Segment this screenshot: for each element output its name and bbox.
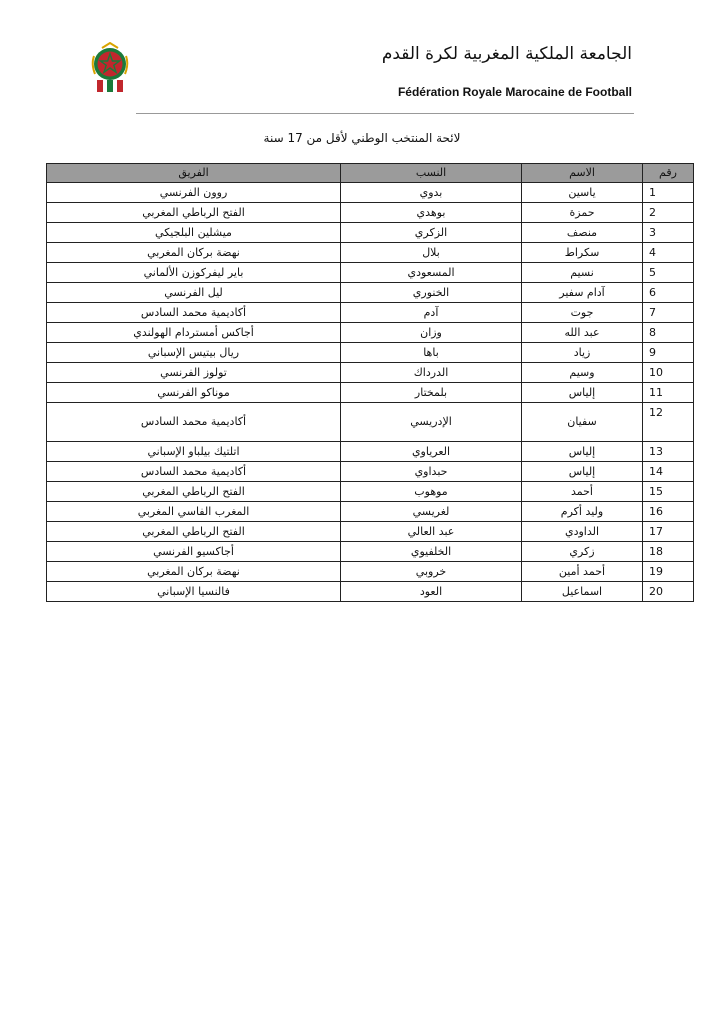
player-number: 2: [643, 203, 694, 223]
player-family-name: الخلفيوي: [341, 542, 522, 562]
player-team: ليل الفرنسي: [47, 283, 341, 303]
player-number: 7: [643, 303, 694, 323]
player-team: أجاكس أمستردام الهولندي: [47, 323, 341, 343]
player-team: روون الفرنسي: [47, 183, 341, 203]
table-row: [47, 582, 694, 602]
header-divider: [136, 113, 634, 114]
player-team: الفتح الرباطي المغربي: [47, 203, 341, 223]
player-family-name: بلال: [341, 243, 522, 263]
player-team: اتلتيك بيلباو الإسباني: [47, 442, 341, 462]
player-name: إلياس: [522, 442, 643, 462]
player-family-name: آدم: [341, 303, 522, 323]
player-name: حمزة: [522, 203, 643, 223]
table-row: [47, 542, 694, 562]
player-number: 5: [643, 263, 694, 283]
player-name: وليد أكرم: [522, 502, 643, 522]
player-family-name: العرياوي: [341, 442, 522, 462]
player-name: أحمد أمين: [522, 562, 643, 582]
column-header-family: النسب: [341, 164, 522, 183]
player-number: 6: [643, 283, 694, 303]
player-number: 11: [643, 383, 694, 403]
player-team: نهضة بركان المغربي: [47, 562, 341, 582]
player-name: عبد الله: [522, 323, 643, 343]
player-team: باير ليفركوزن الألماني: [47, 263, 341, 283]
table-row: [47, 183, 694, 203]
table-row: [47, 482, 694, 502]
player-number: 16: [643, 502, 694, 522]
player-name: ياسين: [522, 183, 643, 203]
player-team: ميشلين البلجيكي: [47, 223, 341, 243]
player-family-name: العود: [341, 582, 522, 602]
table-row: [47, 363, 694, 383]
player-family-name: الإدريسي: [341, 403, 522, 442]
player-number: 17: [643, 522, 694, 542]
table-row: [47, 442, 694, 462]
table-row: [47, 303, 694, 323]
player-name: أحمد: [522, 482, 643, 502]
player-number: 8: [643, 323, 694, 343]
player-family-name: لغريسي: [341, 502, 522, 522]
player-number: 10: [643, 363, 694, 383]
player-name: زياد: [522, 343, 643, 363]
table-row: [47, 223, 694, 243]
player-number: 9: [643, 343, 694, 363]
table-row: [47, 462, 694, 482]
player-family-name: الزكري: [341, 223, 522, 243]
player-number: 13: [643, 442, 694, 462]
table-row: [47, 562, 694, 582]
column-header-name: الاسم: [522, 164, 643, 183]
player-family-name: عبد العالي: [341, 522, 522, 542]
player-number: 15: [643, 482, 694, 502]
player-name: إلياس: [522, 462, 643, 482]
player-number: 20: [643, 582, 694, 602]
table-row: [47, 203, 694, 223]
player-family-name: باها: [341, 343, 522, 363]
federation-title-french: Fédération Royale Marocaine de Football: [397, 85, 632, 99]
player-name: إلياس: [522, 383, 643, 403]
player-family-name: خروبي: [341, 562, 522, 582]
squad-table: [46, 163, 694, 602]
federation-title-arabic: الجامعة الملكية المغربية لكرة القدم: [381, 44, 632, 64]
player-name: آدام سفير: [522, 283, 643, 303]
player-number: 3: [643, 223, 694, 243]
player-family-name: الدرداك: [341, 363, 522, 383]
table-row: [47, 383, 694, 403]
table-row: [47, 403, 694, 442]
player-number: 14: [643, 462, 694, 482]
player-team: موناكو الفرنسي: [47, 383, 341, 403]
player-number: 1: [643, 183, 694, 203]
player-team: تولوز الفرنسي: [47, 363, 341, 383]
player-name: منصف: [522, 223, 643, 243]
player-team: أكاديمية محمد السادس: [47, 403, 341, 442]
player-name: جوت: [522, 303, 643, 323]
player-team: أجاكسيو الفرنسي: [47, 542, 341, 562]
table-row: [47, 263, 694, 283]
player-name: اسماعيل: [522, 582, 643, 602]
player-name: زكري: [522, 542, 643, 562]
player-family-name: موهوب: [341, 482, 522, 502]
table-row: [47, 343, 694, 363]
player-team: نهضة بركان المغربي: [47, 243, 341, 263]
player-team: الفتح الرباطي المغربي: [47, 522, 341, 542]
player-family-name: الخنوري: [341, 283, 522, 303]
player-team: أكاديمية محمد السادس: [47, 303, 341, 323]
player-number: 4: [643, 243, 694, 263]
player-number: 12: [643, 403, 694, 442]
table-row: [47, 502, 694, 522]
player-number: 19: [643, 562, 694, 582]
table-row: [47, 522, 694, 542]
player-team: فالنسيا الإسباني: [47, 582, 341, 602]
player-number: 18: [643, 542, 694, 562]
player-name: سكراط: [522, 243, 643, 263]
player-family-name: بدوي: [341, 183, 522, 203]
table-row: [47, 283, 694, 303]
player-team: ريال بيتيس الإسباني: [47, 343, 341, 363]
frmf-crest-icon: [88, 42, 132, 94]
player-family-name: حبداوي: [341, 462, 522, 482]
table-row: [47, 243, 694, 263]
player-team: الفتح الرباطي المغربي: [47, 482, 341, 502]
player-name: نسيم: [522, 263, 643, 283]
player-family-name: المسعودي: [341, 263, 522, 283]
player-name: وسيم: [522, 363, 643, 383]
column-header-number: رقم: [643, 164, 694, 183]
table-header-row: [47, 164, 694, 183]
player-family-name: وزان: [341, 323, 522, 343]
column-header-team: الفريق: [47, 164, 341, 183]
table-row: [47, 323, 694, 343]
player-team: المغرب الفاسي المغربي: [47, 502, 341, 522]
player-name: الداودي: [522, 522, 643, 542]
squad-list-title: لائحة المنتخب الوطني لأقل من 17 سنة: [263, 131, 461, 145]
player-team: أكاديمية محمد السادس: [47, 462, 341, 482]
player-family-name: بلمختار: [341, 383, 522, 403]
player-family-name: بوهدي: [341, 203, 522, 223]
player-name: سفيان: [522, 403, 643, 442]
